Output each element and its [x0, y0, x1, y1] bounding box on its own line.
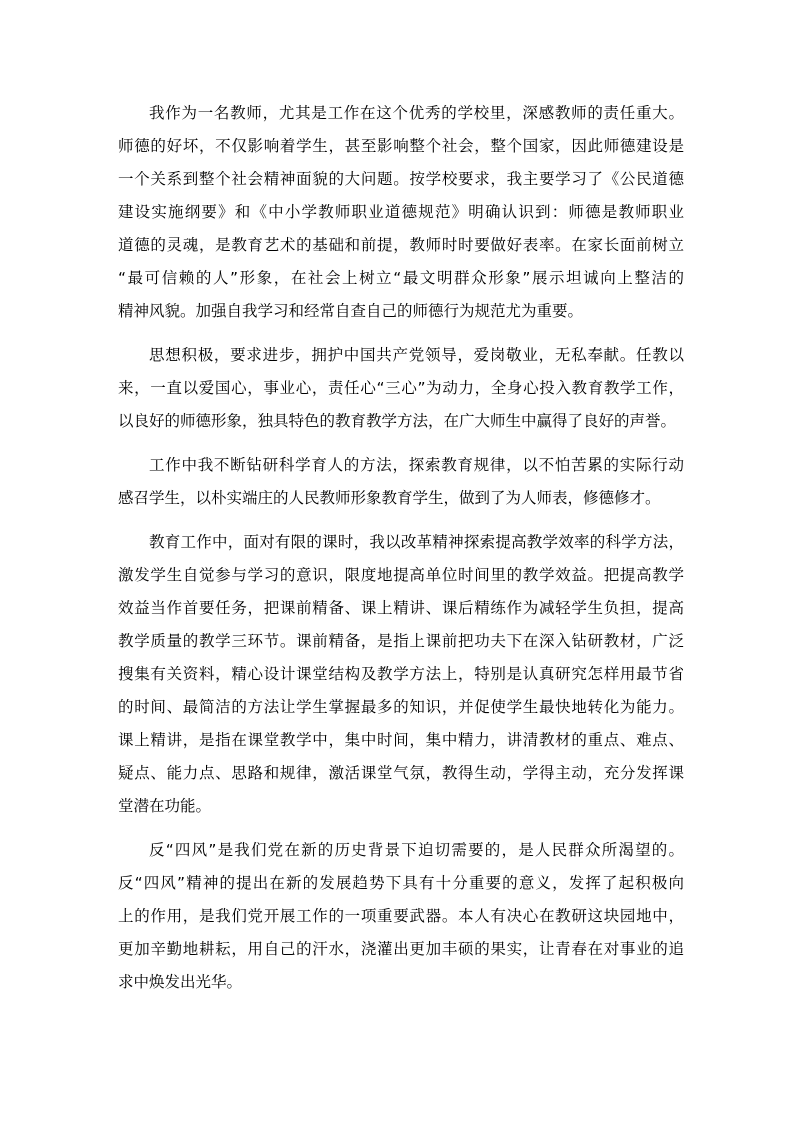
paragraph-line: 建设实施纲要》和《中小学教师职业道德规范》明确认识到：师德是教师职业: [118, 203, 684, 221]
paragraph-line: 堂潜在功能。: [118, 797, 212, 815]
document-body: [118, 97, 684, 1010]
paragraph-line: 课上精讲，是指在课堂教学中，集中时间，集中精力，讲清教材的重点、难点、: [118, 731, 684, 749]
paragraph-line: 师德的好坏，不仅影响着学生，甚至影响整个社会，整个国家，因此师德建设是: [118, 137, 684, 155]
paragraph-line: 激发学生自觉参与学习的意识，限度地提高单位时间里的教学效益。把提高教学: [118, 566, 684, 584]
paragraph-line: 教育工作中，面对有限的课时，我以改革精神探索提高教学效率的科学方法，: [149, 533, 684, 551]
paragraph-5: [118, 834, 684, 999]
paragraph-line: 感召学生，以朴实端庄的人民教师形象教育学生，做到了为人师表，修德修才。: [118, 489, 661, 507]
paragraph-3: [118, 449, 684, 515]
paragraph-line: 思想积极，要求进步，拥护中国共产党领导，爱岗敬业，无私奉献。任教以: [149, 346, 684, 364]
paragraph-line: 的时间、最简洁的方法让学生掌握最多的知识，并促使学生最快地转化为能力。: [118, 698, 684, 716]
paragraph-line: 以良好的师德形象，独具特色的教育教学方法，在广大师生中赢得了良好的声誉。: [118, 412, 677, 430]
paragraph-line: “最可信赖的人”形象，在社会上树立“最文明群众形象”展示坦诚向上整洁的: [118, 269, 684, 287]
paragraph-line: 道德的灵魂，是教育艺术的基础和前提，教师时时要做好表率。在家长面前树立: [118, 236, 684, 254]
paragraph-line: 反“四风”是我们党在新的历史背景下迫切需要的，是人民群众所渴望的。: [149, 841, 684, 859]
paragraph-line: 一个关系到整个社会精神面貌的大问题。按学校要求，我主要学习了《公民道德: [118, 170, 684, 188]
paragraph-2: [118, 339, 684, 438]
paragraph-line: 工作中我不断钻研科学育人的方法，探索教育规律，以不怕苦累的实际行动: [149, 456, 684, 474]
paragraph-line: 我作为一名教师，尤其是工作在这个优秀的学校里，深感教师的责任重大。: [149, 104, 684, 122]
paragraph-line: 疑点、能力点、思路和规律，激活课堂气氛，教得生动，学得主动，充分发挥课: [118, 764, 684, 782]
paragraph-line: 反“四风”精神的提出在新的发展趋势下具有十分重要的意义，发挥了起积极向: [118, 874, 684, 892]
paragraph-line: 上的作用，是我们党开展工作的一项重要武器。本人有决心在教研这块园地中，: [118, 907, 684, 925]
paragraph-line: 搜集有关资料，精心设计课堂结构及教学方法上，特别是认真研究怎样用最节省: [118, 665, 684, 683]
paragraph-line: 精神风貌。加强自我学习和经常自查自己的师德行为规范尤为重要。: [118, 302, 584, 320]
paragraph-1: [118, 97, 684, 328]
paragraph-line: 效益当作首要任务，把课前精备、课上精讲、课后精练作为减轻学生负担，提高: [118, 599, 684, 617]
paragraph-line: 更加辛勤地耕耘，用自己的汗水，浇灌出更加丰硕的果实，让青春在对事业的追: [118, 940, 684, 958]
paragraph-line: 求中焕发出光华。: [118, 973, 243, 991]
paragraph-line: 来，一直以爱国心，事业心，责任心“三心”为动力，全身心投入教育教学工作，: [118, 379, 684, 397]
paragraph-line: 教学质量的教学三环节。课前精备，是指上课前把功夫下在深入钻研教材，广泛: [118, 632, 684, 650]
paragraph-4: [118, 526, 684, 823]
